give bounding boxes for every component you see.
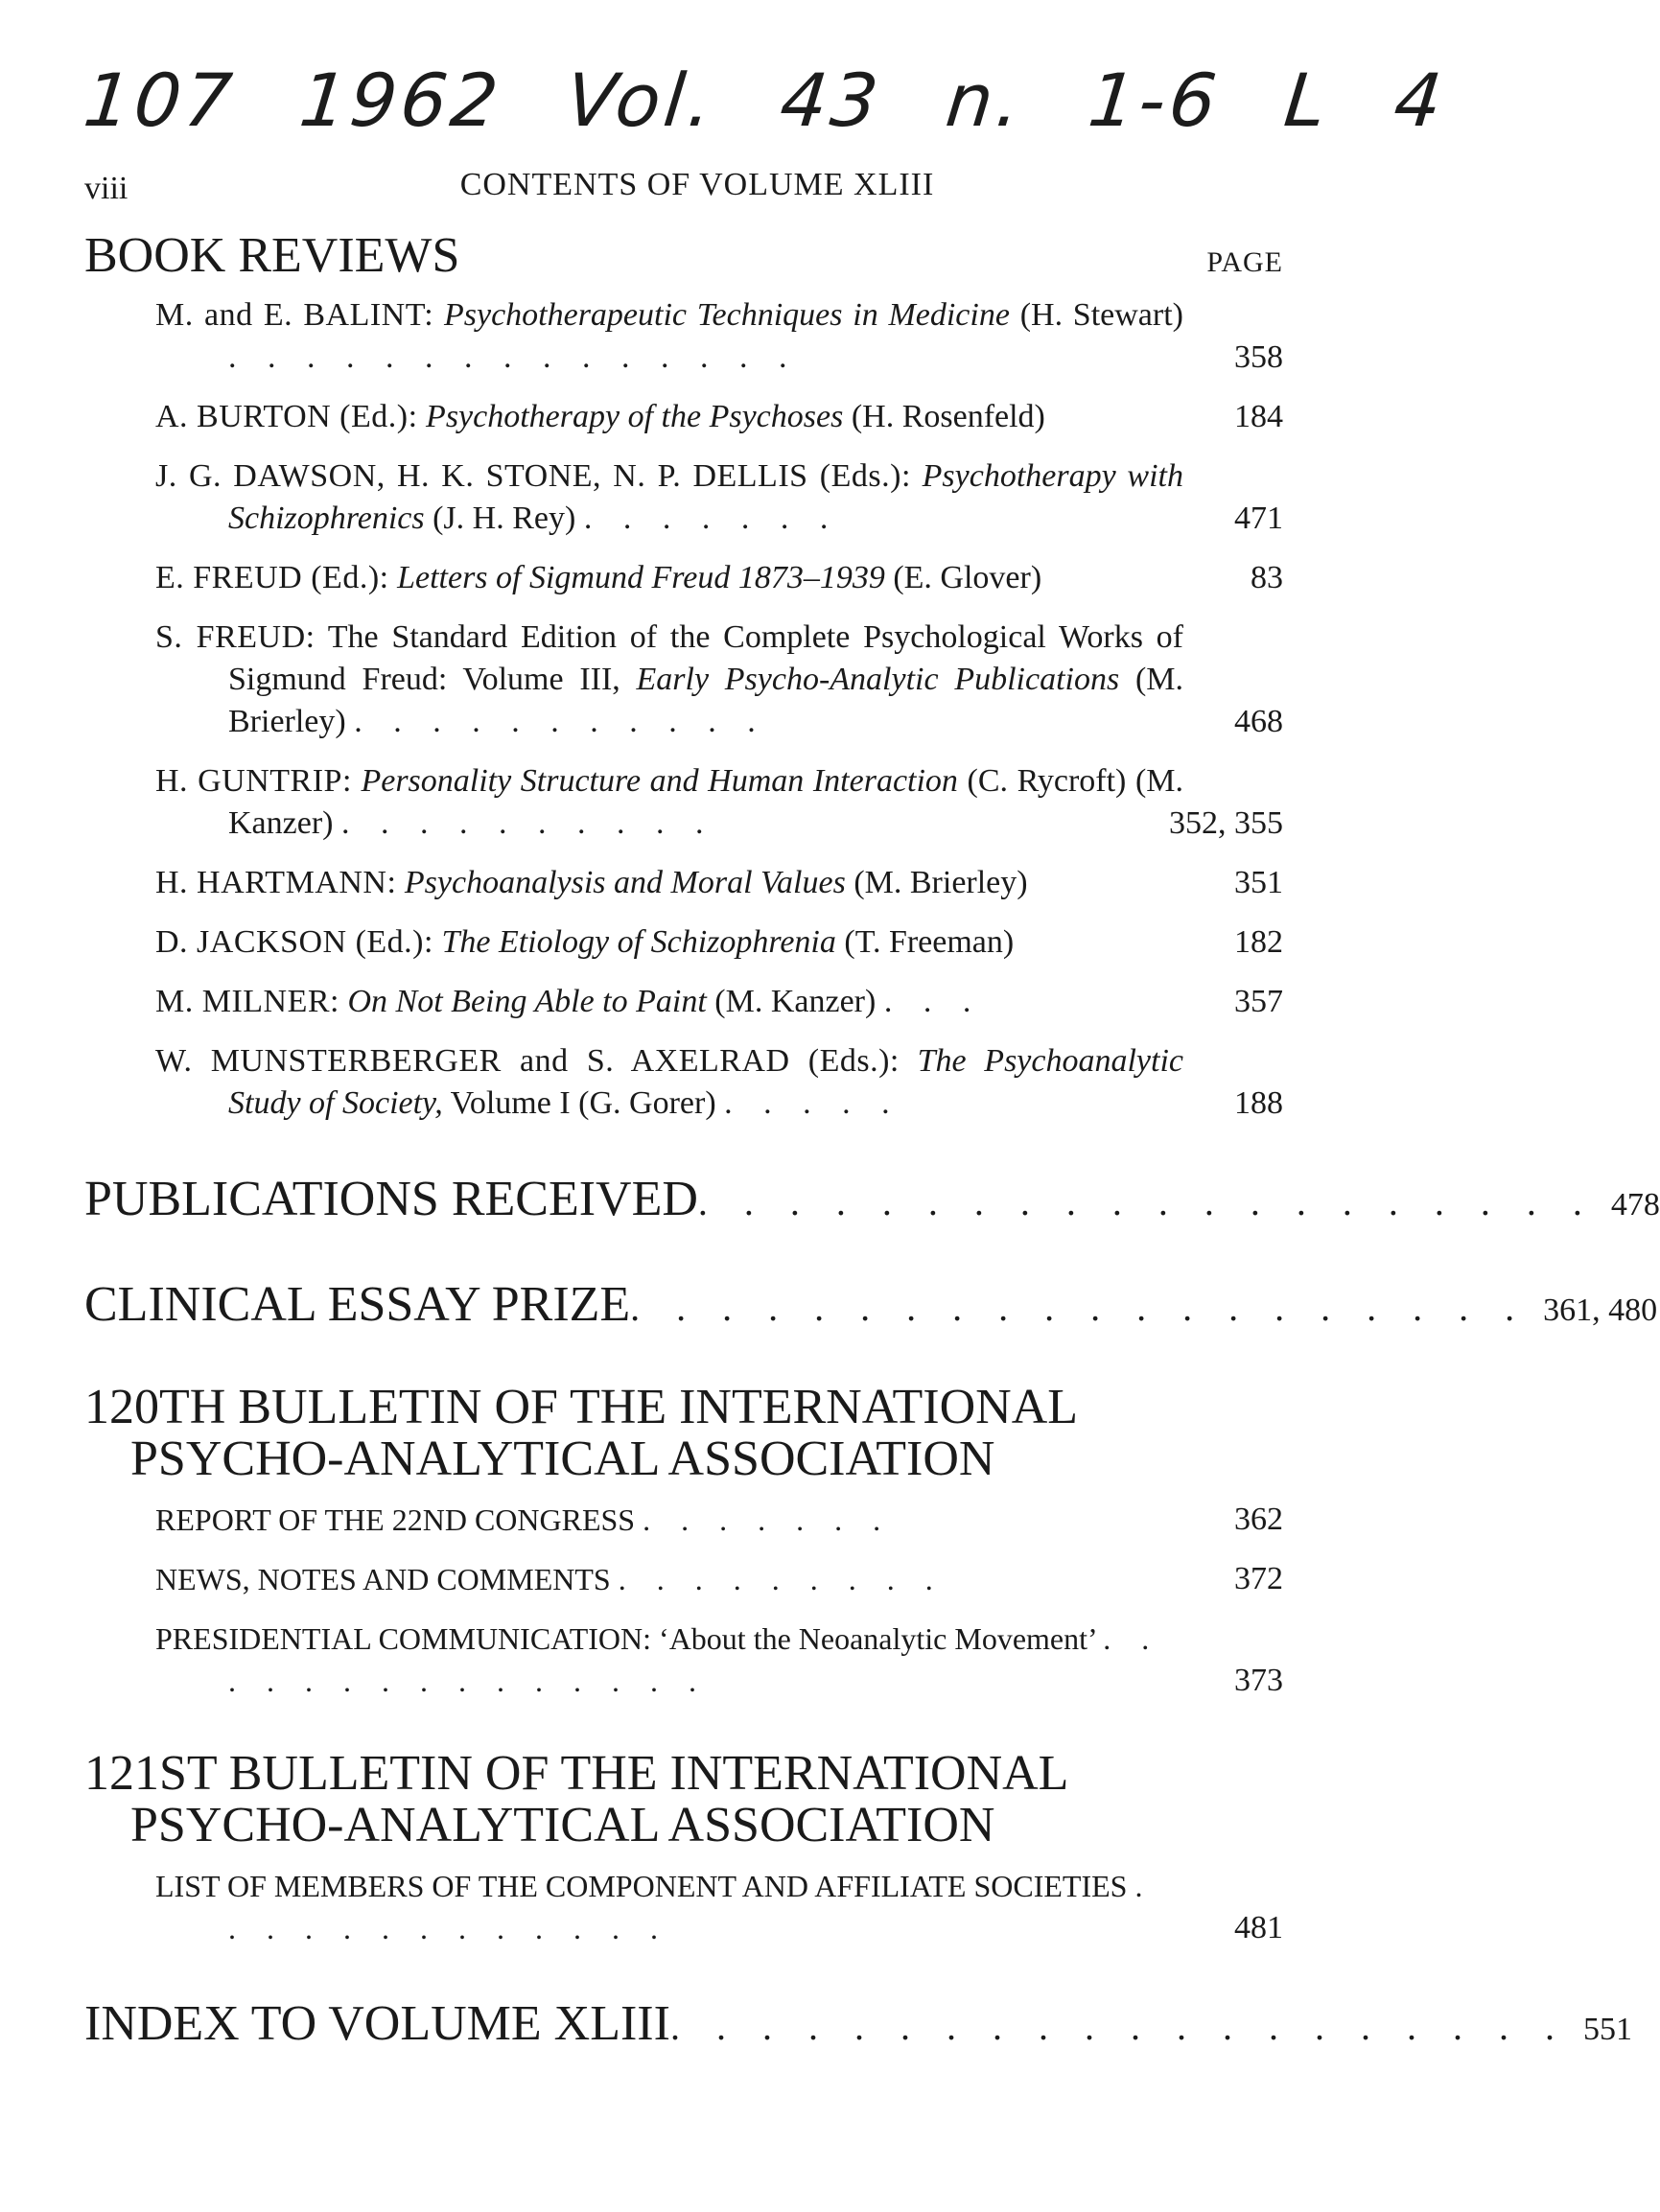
page-number: 478 <box>1610 1187 1660 1222</box>
page-column-label: PAGE <box>1206 246 1283 278</box>
book-reviews-heading <box>84 228 1283 291</box>
review-title: Letters of Sigmund Freud 1873–1939 <box>397 560 885 595</box>
review-reviewer: Volume I (G. Gorer) <box>450 1085 716 1121</box>
page-number: 481 <box>1234 1910 1283 1945</box>
index-line: INDEX TO VOLUME XLIII . . . . . . . . . . . . . . . . . . . . 551 <box>84 1995 1283 2059</box>
review-author: M. and E. BALINT: <box>155 297 434 333</box>
clinical-essay-prize-label: CLINICAL ESSAY PRIZE <box>84 1277 631 1332</box>
contents-body <box>84 228 1660 2059</box>
list-item: M. MILNER: On Not Being Able to Paint (M. Kanzer) . . . 357 <box>155 981 1283 1023</box>
review-reviewer: (M. Brierley) <box>853 865 1028 900</box>
page-number: 357 <box>1234 984 1283 1019</box>
list-item: M. and E. BALINT: Psychotherapeutic Techniques in Medicine (H. Stewart) . . . . . . . . . . . . . . . 358 <box>155 294 1283 379</box>
review-title: Psychoanalysis and Moral Values <box>404 865 846 900</box>
review-title-plain: The Standard Edition of the Complete Psychological Works of Sigmund Freud: Volume III, <box>228 619 1183 697</box>
list-item: S. FREUD: The Standard Edition of the Complete Psychological Works of Sigmund Freud: Volume III, Early Psycho-Analytic Publications (M. Brierley) . . . . . . . . . . . 468 <box>155 617 1283 743</box>
page-number: 362 <box>1234 1502 1283 1537</box>
handwritten-shelf-note: 107 1962 Vol. 43 n. 1-6 L 4 <box>80 58 1450 143</box>
bulletin-item-label: LIST OF MEMBERS OF THE COMPONENT AND AFFILIATE SOCIETIES <box>155 1869 1128 1903</box>
book-review-list <box>84 294 1283 1125</box>
list-item: LIST OF MEMBERS OF THE COMPONENT AND AFFILIATE SOCIETIES . . . . . . . . . . . . . 481 <box>84 1865 1283 1949</box>
list-item: PRESIDENTIAL COMMUNICATION: ‘About the Neoanalytic Movement’ . . . . . . . . . . . . . . . 373 <box>84 1618 1283 1702</box>
review-author: W. MUNSTERBERGER and S. AXELRAD (Eds.): <box>155 1043 900 1079</box>
page-number: 351 <box>1234 865 1283 900</box>
page-number: 372 <box>1234 1561 1283 1596</box>
page-number: 182 <box>1234 924 1283 960</box>
page-folio: viii <box>84 171 129 206</box>
review-author: H. GUNTRIP: <box>155 763 352 799</box>
bulletin-121-title-line2: PSYCHO-ANALYTICAL ASSOCIATION <box>130 1798 995 1852</box>
review-reviewer: (M. Kanzer) <box>714 984 877 1019</box>
review-title: Psychotherapy with Schizophrenics <box>228 458 1183 536</box>
list-item <box>155 921 1283 964</box>
page-number: 358 <box>1234 339 1283 375</box>
review-title: The Etiology of Schizophrenia <box>441 924 836 960</box>
running-head: CONTENTS OF VOLUME XLIII <box>459 167 935 202</box>
page-number: 184 <box>1234 399 1283 434</box>
page-number: 352, 355 <box>1169 805 1283 841</box>
book-reviews-label: BOOK REVIEWS <box>84 228 460 283</box>
clinical-essay-prize-line: CLINICAL ESSAY PRIZE . . . . . . . . . . . . . . . . . . . . 361, 480 <box>84 1276 1283 1339</box>
review-author: D. JACKSON (Ed.): <box>155 924 433 960</box>
list-item <box>155 557 1283 599</box>
list-item: J. G. DAWSON, H. K. STONE, N. P. DELLIS (Eds.): Psychotherapy with Schizophrenics (J. H. Rey) . . . . . . . 471 <box>155 455 1283 540</box>
page-number: 468 <box>1234 704 1283 739</box>
review-title: Psychotherapeutic Techniques in Medicine <box>443 297 1010 333</box>
page-number: 188 <box>1234 1085 1283 1121</box>
bulletin-121-title-line1: 121ST BULLETIN OF THE INTERNATIONAL <box>84 1746 1069 1801</box>
bulletin-120-title <box>84 1382 1283 1485</box>
bulletin-121-title <box>84 1748 1283 1851</box>
list-item: W. MUNSTERBERGER and S. AXELRAD (Eds.): The Psychoanalytic Study of Society, Volume I (G. Gorer) . . . . . 188 <box>155 1040 1283 1125</box>
review-author: E. FREUD (Ed.): <box>155 560 389 595</box>
page-number: 471 <box>1234 501 1283 536</box>
review-reviewer: (M. Brierley) <box>228 662 1183 739</box>
bulletin-120-title-line1: 120TH BULLETIN OF THE INTERNATIONAL <box>84 1380 1079 1434</box>
bulletin-item-label: REPORT OF THE 22ND CONGRESS <box>155 1502 636 1537</box>
review-author: J. G. DAWSON, H. K. STONE, N. P. DELLIS (Eds.): <box>155 458 911 494</box>
review-title: Psychotherapy of the Psychoses <box>426 399 844 434</box>
review-reviewer: (H. Stewart) <box>1019 297 1183 333</box>
review-title: Early Psycho-Analytic Publications <box>636 662 1120 697</box>
list-item <box>155 862 1283 904</box>
publications-received-label: PUBLICATIONS RECEIVED <box>84 1172 698 1226</box>
review-reviewer: (H. Rosenfeld) <box>851 399 1045 434</box>
review-reviewer: (T. Freeman) <box>844 924 1015 960</box>
review-reviewer: (J. H. Rey) <box>433 501 576 536</box>
review-author: S. FREUD: <box>155 619 316 655</box>
list-item <box>155 396 1283 438</box>
list-item: REPORT OF THE 22ND CONGRESS . . . . . . . 362 <box>84 1499 1283 1541</box>
review-author: H. HARTMANN: <box>155 865 397 900</box>
index-label: INDEX TO VOLUME XLIII <box>84 1996 670 2051</box>
page-number: 83 <box>1251 560 1283 595</box>
review-title: Personality Structure and Human Interaction <box>361 763 958 799</box>
bulletin-item-label: NEWS, NOTES AND COMMENTS <box>155 1562 611 1596</box>
list-item: NEWS, NOTES AND COMMENTS . . . . . . . . . 372 <box>84 1558 1283 1600</box>
review-reviewer: (C. Rycroft) (M. Kanzer) <box>228 763 1183 841</box>
review-title: On Not Being Able to Paint <box>347 984 707 1019</box>
page-number: 361, 480 <box>1543 1292 1658 1328</box>
list-item: H. GUNTRIP: Personality Structure and Human Interaction (C. Rycroft) (M. Kanzer) . . . . . . . . . . 352, 355 <box>155 760 1283 845</box>
publications-received-line: PUBLICATIONS RECEIVED . . . . . . . . . . . . . . . . . . . . 478 <box>84 1171 1283 1234</box>
review-author: M. MILNER: <box>155 984 339 1019</box>
page-number: 551 <box>1582 2012 1632 2047</box>
review-author: A. BURTON (Ed.): <box>155 399 418 434</box>
page-number: 373 <box>1234 1663 1283 1698</box>
review-title: The Psychoanalytic Study of Society, <box>228 1043 1184 1121</box>
bulletin-120-title-line2: PSYCHO-ANALYTICAL ASSOCIATION <box>130 1432 995 1486</box>
review-reviewer: (E. Glover) <box>893 560 1042 595</box>
bulletin-item-label: PRESIDENTIAL COMMUNICATION: ‘About the Neoanalytic Movement’ <box>155 1621 1096 1656</box>
